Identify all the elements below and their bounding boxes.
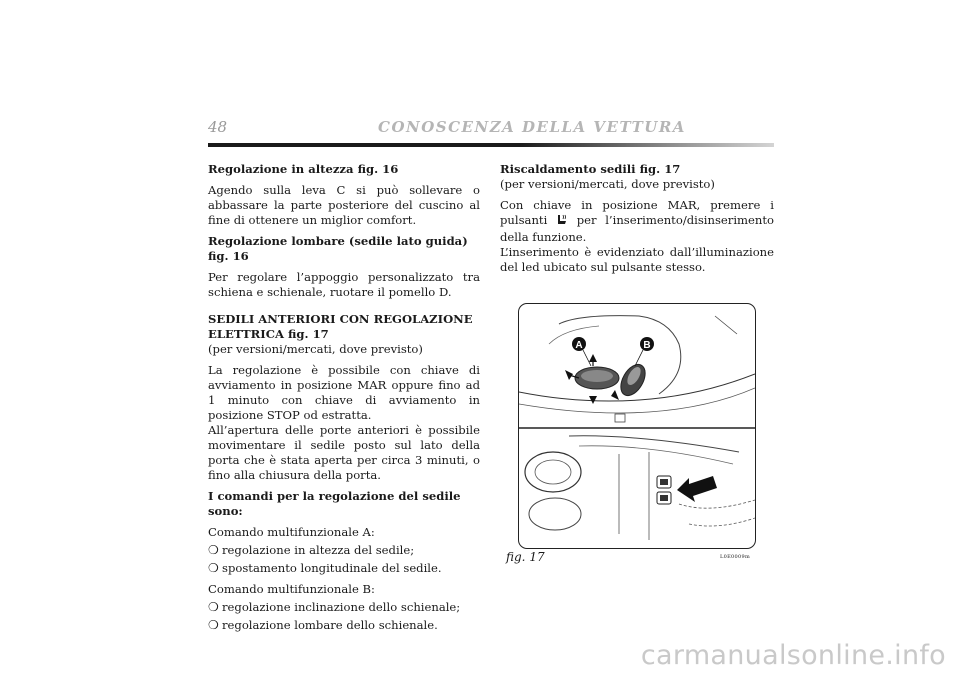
label-b: B (643, 340, 651, 351)
list-item (208, 561, 480, 576)
heading-lumbar-adjust: Regolazione lombare (sedile lato guida) fig. 16 (208, 234, 468, 263)
paragraph-key-position: La regolazione è possibile con chiave di avviamento in posizione MAR oppure fino ad 1 minuto con chiave di avviamento in posizione STOP od estratta. (208, 363, 480, 422)
bullet-mark: ❍ (208, 543, 219, 557)
paragraph-lumbar-adjust: Per regolare l’appoggio personalizzato tra schiena e schienale, ruotare il pomello D. (208, 270, 480, 299)
bullet-mark: ❍ (208, 618, 219, 632)
command-a-label: Comando multifunzionale A: (208, 525, 375, 539)
heading-seat-heating-sub: (per versioni/mercati, dove previsto) (500, 177, 715, 191)
label-a: A (575, 340, 583, 351)
list-item (208, 600, 480, 615)
left-column (208, 162, 480, 633)
list-item-text: spostamento longitudinale del sedile. (222, 561, 442, 575)
heading-controls: I comandi per la regolazione del sedile sono: (208, 489, 461, 518)
heading-electric-seats-line2: ELETTRICA fig. 17 (208, 327, 329, 341)
paragraph-heating-buttons (500, 198, 774, 245)
list-item-text: regolazione lombare dello schienale. (222, 618, 438, 632)
paragraph-led: L’inserimento è evidenziato dall’illuminazione del led ubicato sul pulsante stesso. (500, 245, 774, 274)
paragraph-door-opening: All’apertura delle porte anteriori è possibile movimentare il sedile posto sul lato della porta che è stata aperta per circa 3 minuti, o fino alla chiusura della porta. (208, 423, 480, 482)
heading-seat-heating: Riscaldamento sedili fig. 17 (500, 162, 681, 176)
list-item (208, 543, 480, 558)
command-b-label: Comando multifunzionale B: (208, 582, 375, 596)
figure-17 (518, 303, 756, 549)
list-item-text: regolazione in altezza del sedile; (222, 543, 415, 557)
section-title: CONOSCENZA DELLA VETTURA (378, 118, 686, 136)
heading-electric-seats-line1: SEDILI ANTERIORI CON REGOLAZIONE (208, 312, 473, 326)
heating-text-after: per l’inserimento/disinserimento della funzione. (500, 213, 774, 244)
list-item (208, 618, 480, 633)
figure-caption: fig. 17 (506, 550, 545, 564)
header-rule (208, 143, 774, 147)
list-item-text: regolazione inclinazione dello schienale; (222, 600, 461, 614)
paragraph-height-adjust: Agendo sulla leva C si può sollevare o abbassare la parte posteriore del cuscino al fine di ottenere un miglior comfort. (208, 183, 480, 227)
seat-controls-illustration (519, 304, 755, 548)
right-column (500, 162, 774, 275)
heading-height-adjust: Regolazione in altezza fig. 16 (208, 162, 399, 176)
bullet-mark: ❍ (208, 600, 219, 614)
watermark: carmanualsonline.info (640, 640, 946, 671)
page-number: 48 (208, 118, 228, 136)
figure-code: L0E0009m (720, 554, 751, 560)
bullet-mark: ❍ (208, 561, 219, 575)
seat-heating-icon (556, 214, 568, 230)
heating-text-before: Con chiave in posizione MAR, premere i pulsanti (500, 198, 774, 227)
heading-electric-seats-sub: (per versioni/mercati, dove previsto) (208, 342, 423, 356)
